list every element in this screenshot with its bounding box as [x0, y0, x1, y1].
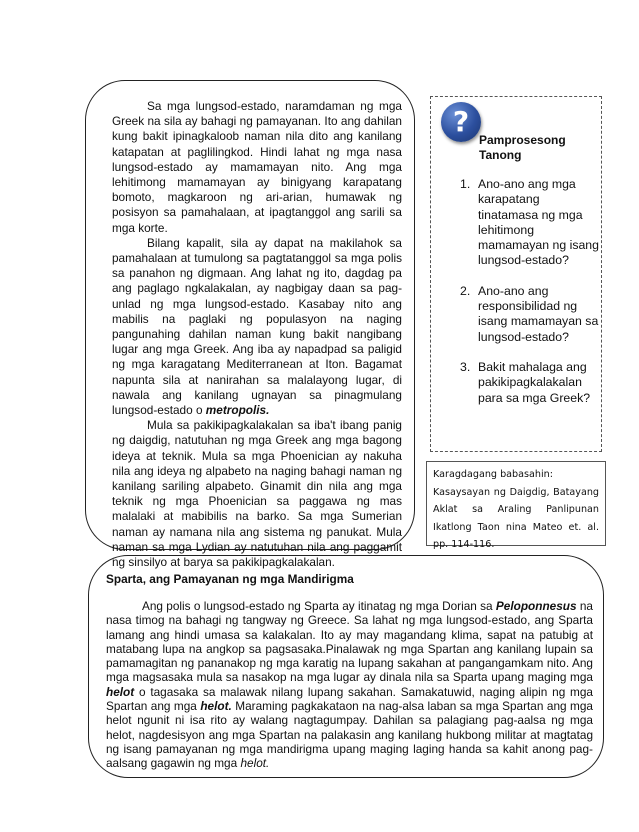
question-number: 3.	[460, 359, 471, 374]
processing-questions-title: Pamprosesong Tanong	[479, 133, 566, 162]
paragraph-responsibilities	[112, 236, 402, 418]
question-item	[433, 177, 601, 269]
paragraph-trade: Mula sa pakikipagkalakalan sa iba't ibang panig ng daigdig, natutuhan ng mga Greek ang mga bagong ideya at teknik. Mula sa mga Phoenician ay nakuha nila ang ideya ng alpabeto na naging bahagi naman ng kanilang sariling alpabeto. Ginamit din nila ang mga teknik ng mga Phoenician sa paggawa ng mas malalaki at mabibilis na barko. Sa mga Sumerian naman ay namana nila ang sistema ng panukat. Mula naman sa mga Lydian ay natutuhan nila ang paggamit ng sinsilyo at barya sa pakikipagkalakalan.	[112, 418, 402, 570]
question-item	[433, 360, 601, 406]
term-metropolis: metropolis.	[205, 403, 270, 418]
question-text: Ano-ano ang responsibilidad ng isang mamamayan sa lungsod-estado?	[478, 283, 599, 344]
question-item	[433, 284, 601, 345]
question-number: 1.	[460, 177, 471, 191]
main-reading-text	[112, 99, 402, 570]
question-number: 2.	[460, 283, 471, 298]
question-text: Ano-ano ang mga karapatang tinatamasa ng mga lehitimong mamamayan ng isang lungsod-estado?	[478, 177, 599, 268]
additional-reading-citation: Kasaysayan ng Daigdig, Batayang Aklat sa Araling Panlipunan Ikatlong Taon nina Mateo et. al. pp. 114-116.	[433, 486, 599, 550]
sparta-text: na nasa timog na bahagi ng tangway ng Greece. Sa lahat ng mga lungsod-estado, ang Sparta lamang ang hindi umasa sa kalakalan. Ito ay may magandang klima, sapat na patubig at matabang lupa na angkop sa pagsasaka.Pinalawak ng mga Spartan ang kanilang lupain sa pamamagitan ng pananakop ng mga karatig na lupang sakahan at pangangamkam nito. Ang mga magsasaka mula sa nasakop na mga lugar ay dinala nila sa Sparta upang maging mga	[106, 599, 593, 685]
sparta-paragraph	[106, 599, 593, 771]
sparta-text: Ang polis o lungsod-estado ng Sparta ay itinatag ng mga Dorian sa	[142, 599, 496, 613]
term-helot: helot	[106, 684, 135, 699]
question-mark-icon: ?	[441, 102, 481, 142]
sparta-text: o tagasaka sa malawak nilang lupang sakahan. Samakatuwid, naging alipin ng mga Spartan ang mga	[106, 684, 593, 714]
additional-reading-label: Karagdagang babasahin:	[433, 469, 553, 480]
question-text: Bakit mahalaga ang pakikipagkalakalan para sa mga Greek?	[478, 359, 591, 405]
sparta-section-title: Sparta, ang Pamayanan ng mga Mandirigma	[106, 572, 354, 586]
paragraph-citizenship: Sa mga lungsod-estado, naramdaman ng mga Greek na sila ay bahagi ng pamayanan. Ito ang dahilan kung bakit ipinagkaloob naman nila dito ang kanilang katapatan at paglilingkod. Hindi lahat ng mga nasa lungsod-estado ay mamamayan nito. Ang mga lehitimong mamamayan ay binigyang karapatang bomoto, magkaroon ng ari-arian, humawak ng posisyon sa pamahalaan, at ipagtanggol ang sarili sa mga korte.	[112, 99, 402, 235]
paragraph-responsibilities-text: Bilang kapalit, sila ay dapat na makilahok sa pamahalaan at tumulong sa pagtatanggol sa mga polis sa panahon ng digmaan. Ang lahat ng ito, dagdag pa ang paglago ngkalakalan, ay nagbigay daan sa pag-unlad ng mga lungsod-estado. Kasabay nito ang mabilis na paglaki ng populasyon na naging pangunahing dahilan naman kung bakit nangibang lugar ang mga Greek. Ang iba ay napadpad sa paligid ng mga karagatang Mediterranean at Iton. Bagamat napunta sila at nanirahan sa malalayong lugar, di nawala ang kanilang ugnayan sa pinagmulang lungsod-estado o	[112, 235, 402, 418]
term-helot: helot.	[200, 699, 232, 714]
term-helot: helot.	[240, 756, 270, 771]
main-reading-box	[85, 80, 415, 570]
term-peloponnesus: Peloponnesus	[495, 599, 577, 613]
sparta-text: Maraming pagkakataon na nag-alsa laban sa mga Spartan ang mga helot ngunit ni isa rito ay walang nagtagumpay. Dahilan sa palagiang pag-aalsa ng mga helot, nagdesisyon ang mga Spartan na palakasin ang kanilang hukbong militar at magtatag ng isang pamayanan ng mga mandirigma upang maging laging handa sa kahit anong pag-aalsang gagawin ng mga	[106, 699, 593, 771]
sparta-section-box	[88, 555, 604, 778]
questions-list	[433, 177, 601, 421]
additional-reading-box	[426, 461, 606, 550]
processing-questions-box	[430, 96, 602, 452]
